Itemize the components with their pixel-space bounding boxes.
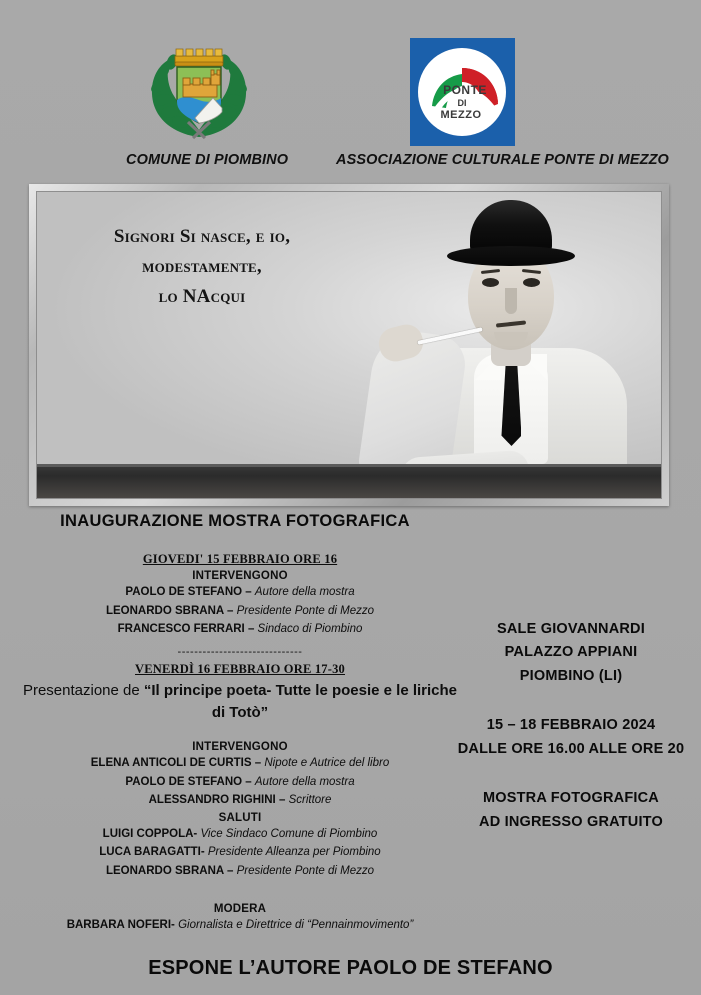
event2-section-label: INTERVENGONO — [192, 740, 288, 753]
person-dash: - — [193, 827, 201, 840]
comune-label: COMUNE DI PIOMBINO — [126, 152, 289, 168]
list-item — [20, 862, 460, 881]
admission-line: AD INGRESSO GRATUITO — [479, 813, 663, 830]
list-item — [20, 825, 460, 844]
hours-line: DALLE ORE 16.00 ALLE ORE 20 — [457, 740, 685, 757]
event2-date: VENERDÌ 16 FEBBRAIO ORE 17-30 — [135, 661, 345, 676]
section-divider: ------------------------------ — [177, 645, 303, 658]
quote-line-1: Signori Si nasce, e io, — [113, 226, 291, 247]
person-role: Sindaco di Piombino — [257, 623, 363, 636]
list-item — [20, 773, 460, 792]
person-name: PAOLO DE STEFANO — [125, 775, 243, 788]
book-presentation-title — [20, 680, 460, 725]
person-role: Autore della mostra — [254, 775, 355, 788]
person-role: Presidente Ponte di Mezzo — [236, 865, 375, 877]
person-dash: – — [251, 756, 265, 769]
list-item — [20, 583, 460, 602]
venue-admission-block — [455, 787, 687, 834]
photo-quote — [67, 222, 337, 312]
person-role: Presidente Ponte di Mezzo — [236, 604, 375, 617]
list-item — [20, 754, 460, 773]
person-dash: – — [223, 604, 237, 617]
person-dash: – — [242, 586, 255, 598]
footer-author-credit: ESPONE L’AUTORE PAOLO DE STEFANO — [148, 957, 553, 979]
person-role: Nipote e Autrice del libro — [264, 756, 390, 769]
book-title-text: “Il principe poeta- Tutte le poesie e le liriche di Totò” — [143, 681, 458, 722]
person-name: PAOLO DE STEFANO — [125, 586, 243, 598]
greetings-label: SALUTI — [218, 811, 262, 824]
person-role: Autore della mostra — [254, 586, 355, 598]
person-dash: – — [244, 623, 258, 636]
presentation-prefix: Presentazione de — [22, 681, 144, 699]
person-name: LUCA BARAGATTI — [99, 846, 201, 859]
admission-line: MOSTRA FOTOGRAFICA — [483, 790, 659, 807]
list-item — [20, 791, 460, 810]
person-role: Presidente Alleanza per Piombino — [207, 846, 381, 859]
photo-table-surface — [37, 464, 661, 498]
programme-column — [20, 552, 460, 934]
quote-line-3: lo NAcqui — [158, 286, 246, 308]
venue-line: SALE GIOVANNARDI — [497, 621, 645, 637]
associazione-label: ASSOCIAZIONE CULTURALE PONTE DI MEZZO — [336, 152, 669, 168]
svg-text:DI: DI — [457, 98, 467, 108]
person-name: ALESSANDRO RIGHINI — [148, 794, 276, 807]
person-dash: – — [223, 865, 237, 877]
person-role: Scrittore — [288, 794, 332, 807]
venue-location-block — [455, 618, 687, 688]
venue-info-column — [455, 618, 687, 834]
svg-text:PONTE: PONTE — [443, 83, 487, 97]
page-title: INAUGURAZIONE MOSTRA FOTOGRAFICA — [60, 512, 410, 530]
event1-section-label: INTERVENGONO — [192, 570, 288, 582]
toto-figure-illustration — [361, 208, 661, 498]
person-name: BARBARA NOFERI — [66, 918, 172, 931]
list-item — [20, 843, 460, 862]
venue-line: PIOMBINO (LI) — [519, 667, 623, 684]
person-dash: - — [200, 846, 208, 859]
person-dash: – — [275, 794, 289, 807]
list-item — [20, 916, 460, 935]
dates-line: 15 – 18 FEBBRAIO 2024 — [486, 717, 656, 734]
exhibition-photo — [36, 191, 662, 499]
event1-date: GIOVEDI' 15 FEBBRAIO ORE 16 — [142, 552, 338, 566]
person-dash: – — [242, 775, 255, 788]
comune-di-piombino-coat-of-arms-icon — [143, 40, 255, 145]
venue-line: PALAZZO APPIANI — [504, 644, 638, 661]
quote-line-2: modestamente, — [142, 256, 262, 278]
poster-header — [0, 0, 701, 175]
moderator-label: MODERA — [213, 902, 267, 915]
person-dash: - — [171, 918, 179, 931]
person-name: LEONARDO SBRANA — [105, 604, 224, 617]
list-item — [20, 620, 460, 639]
ponte-di-mezzo-association-logo-icon — [410, 38, 515, 146]
person-role: Vice Sindaco Comune di Piombino — [200, 827, 378, 840]
list-item — [20, 602, 460, 621]
venue-dates-block — [455, 714, 687, 761]
person-name: FRANCESCO FERRARI — [117, 623, 245, 636]
person-name: ELENA ANTICOLI DE CURTIS — [90, 756, 252, 769]
svg-text:MEZZO: MEZZO — [440, 109, 482, 121]
person-name: LUIGI COPPOLA — [102, 827, 194, 840]
exhibition-photo-frame — [29, 184, 669, 506]
person-name: LEONARDO SBRANA — [105, 865, 224, 877]
person-role: Giornalista e Direttrice di “Pennainmovimento” — [178, 918, 414, 931]
